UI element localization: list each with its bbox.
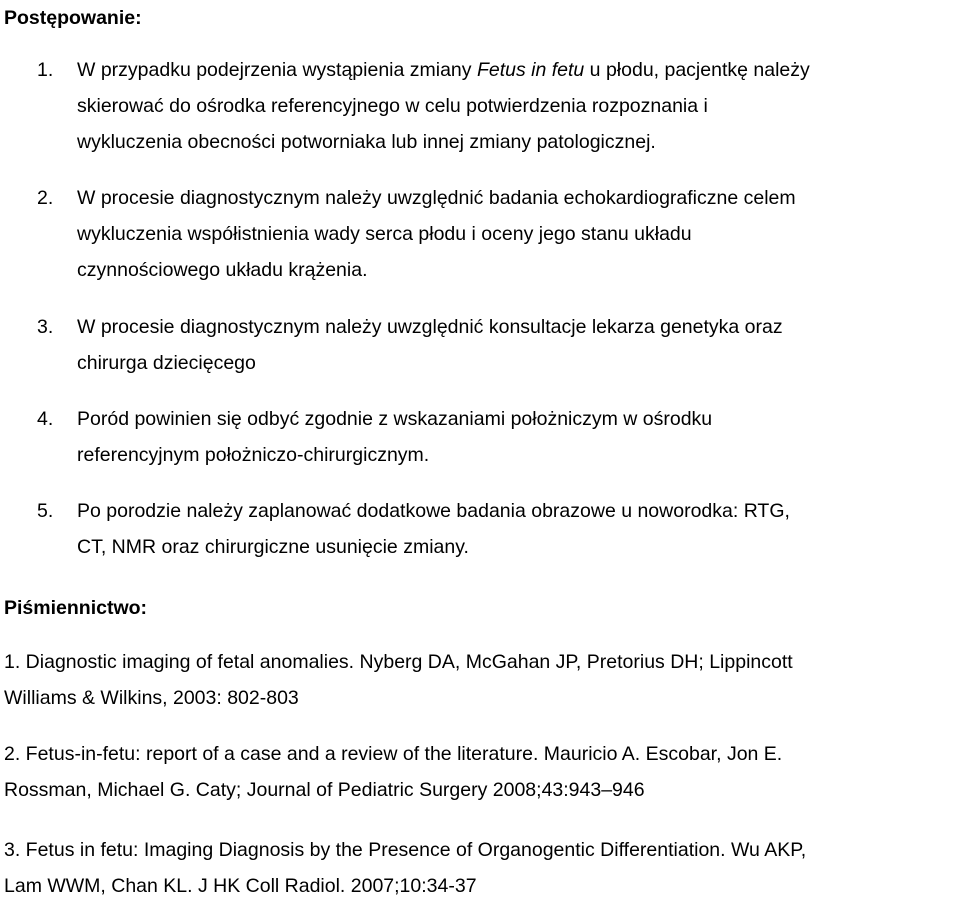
step-text <box>77 52 947 160</box>
reference-item <box>4 736 954 808</box>
step-text <box>77 493 947 565</box>
step-text <box>77 309 947 381</box>
step-line: Po porodzie należy zaplanować dodatkowe badania obrazowe u noworodka: RTG, <box>77 500 790 522</box>
step-line: referencyjnym położniczo-chirurgicznym. <box>77 444 430 466</box>
step-number: 5. <box>37 500 54 522</box>
reference-line: 3. Fetus in fetu: Imaging Diagnosis by the Presence of Organogentic Differentiation. Wu AKP, <box>4 839 807 861</box>
italic-term: Fetus in fetu <box>476 59 585 81</box>
step-text <box>77 401 947 473</box>
step-line: chirurga dziecięcego <box>77 352 256 374</box>
step-line: Poród powinien się odbyć zgodnie z wskazaniami położniczym w ośrodku <box>77 408 713 430</box>
step-line <box>77 52 947 88</box>
reference-line: Lam WWM, Chan KL. J HK Coll Radiol. 2007;10:34-37 <box>4 875 477 897</box>
step-number: 4. <box>37 408 54 430</box>
step-line: wykluczenia obecności potworniaka lub innej zmiany patologicznej. <box>77 131 656 153</box>
reference-line: Williams & Wilkins, 2003: 802-803 <box>4 687 299 709</box>
reference-item <box>4 832 954 904</box>
step-line: W procesie diagnostycznym należy uwzględnić badania echokardiograficzne celem <box>77 187 796 209</box>
step-line: W procesie diagnostycznym należy uwzględnić konsultacje lekarza genetyka oraz <box>77 316 783 338</box>
step-line: skierować do ośrodka referencyjnego w celu potwierdzenia rozpoznania i <box>77 95 708 117</box>
reference-item <box>4 644 954 716</box>
step-line-text: W przypadku podejrzenia wystąpienia zmiany <box>77 59 477 81</box>
reference-line: Rossman, Michael G. Caty; Journal of Pediatric Surgery 2008;43:943–946 <box>4 779 645 801</box>
reference-line: 1. Diagnostic imaging of fetal anomalies. Nyberg DA, McGahan JP, Pretorius DH; Lippincott <box>4 651 793 673</box>
step-number: 1. <box>37 59 54 81</box>
references-heading: Piśmiennictwo: <box>4 597 148 619</box>
step-number: 2. <box>37 187 54 209</box>
step-line-text: u płodu, pacjentkę należy <box>584 59 810 81</box>
step-text <box>77 180 947 288</box>
step-line: czynnościowego układu krążenia. <box>77 259 368 281</box>
step-line: CT, NMR oraz chirurgiczne usunięcie zmiany. <box>77 536 469 558</box>
procedure-heading: Postępowanie: <box>4 7 142 29</box>
step-number: 3. <box>37 316 54 338</box>
step-line: wykluczenia współistnienia wady serca płodu i oceny jego stanu układu <box>77 223 692 245</box>
reference-line: 2. Fetus-in-fetu: report of a case and a review of the literature. Mauricio A. Escobar, Jon E. <box>4 743 783 765</box>
